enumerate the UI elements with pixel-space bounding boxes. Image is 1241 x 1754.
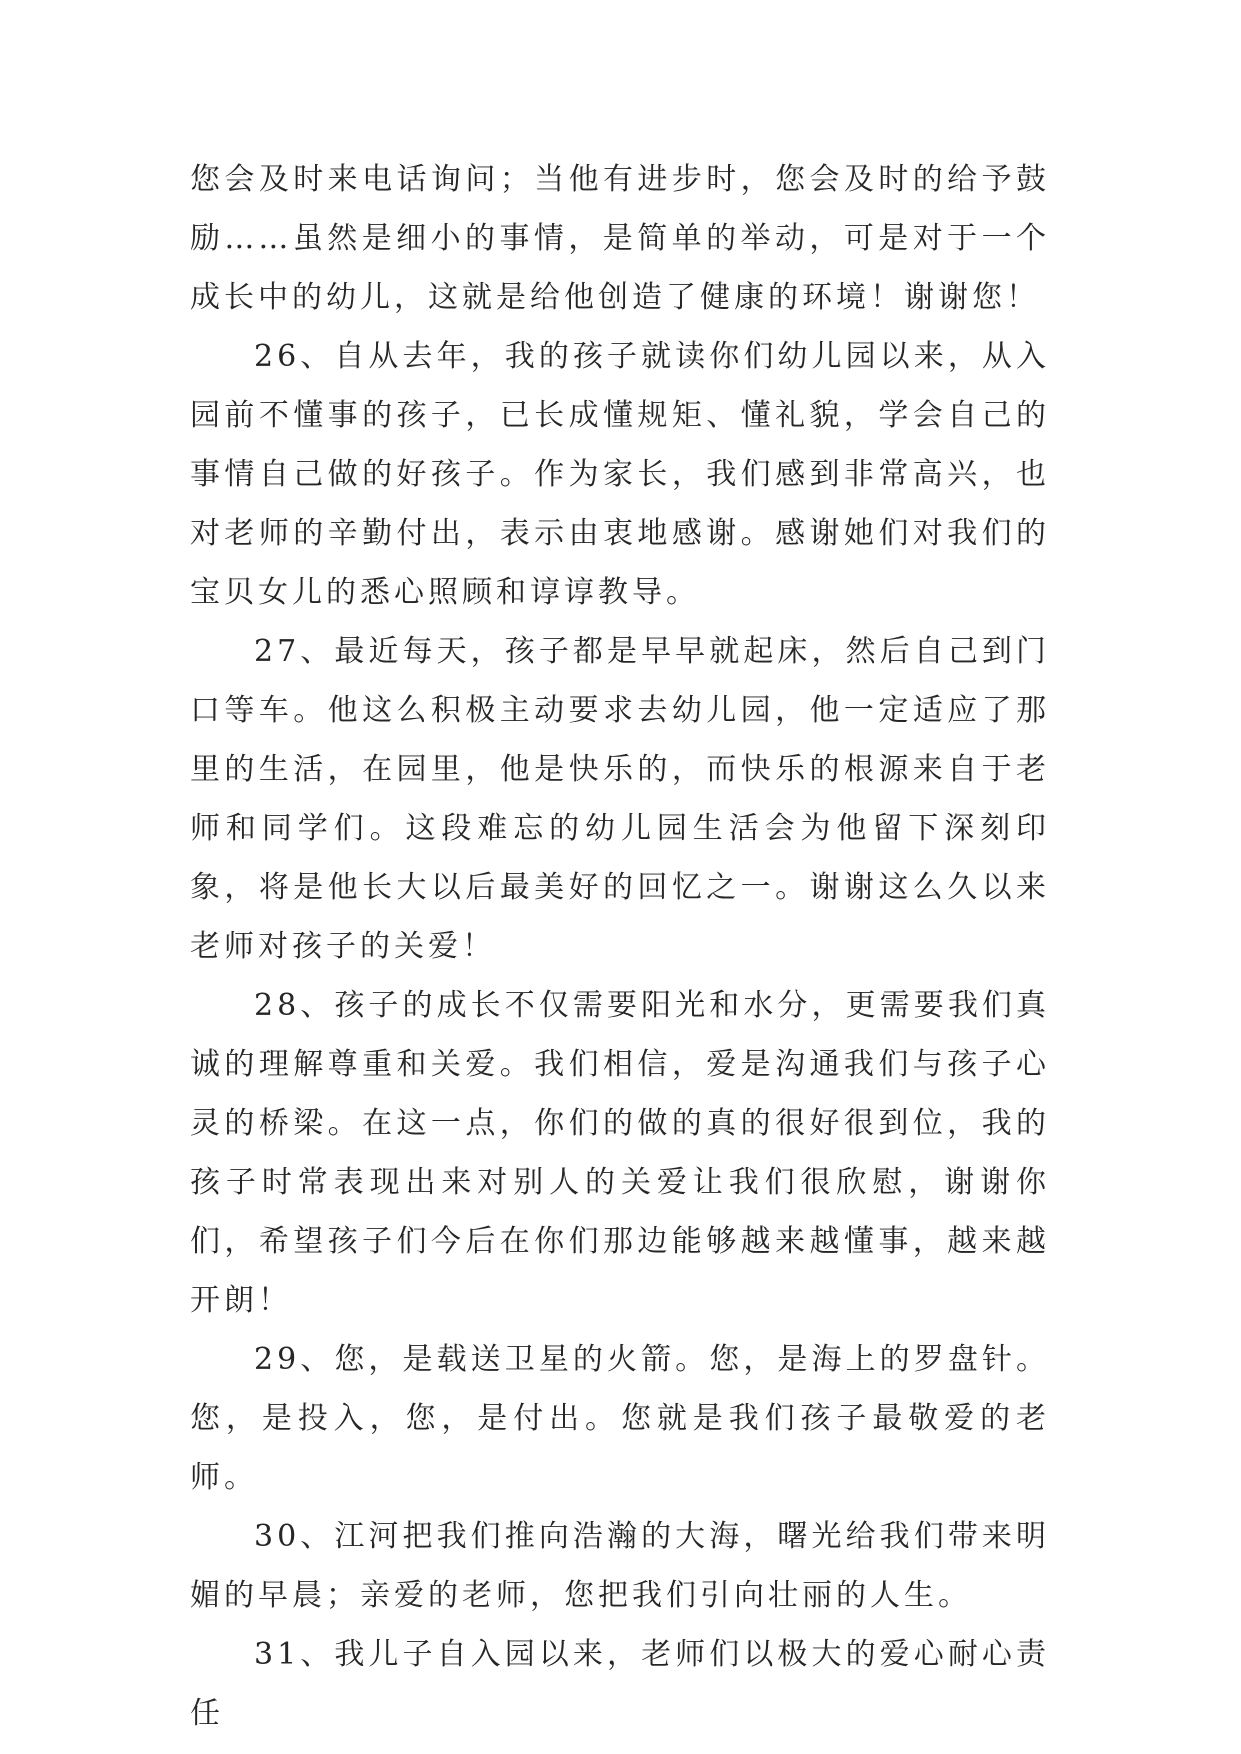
- paragraph-27: 27、最近每天，孩子都是早早就起床，然后自己到门口等车。他这么积极主动要求去幼儿园，他一定适应了那里的生活，在园里，他是快乐的，而快乐的根源来自于老师和同学们。这段难忘的幼儿园生活会为他留下深刻印象，将是他长大以后最美好的回忆之一。谢谢这么久以来老师对孩子的关爱！: [190, 634, 1050, 964]
- paragraph-29: 29、您，是载送卫星的火箭。您，是海上的罗盘针。您，是投入，您，是付出。您就是我们孩子最敬爱的老师。: [190, 1342, 1050, 1495]
- paragraph-26: 26、自从去年，我的孩子就读你们幼儿园以来，从入园前不懂事的孩子，已长成懂规矩、懂礼貌，学会自己的事情自己做的好孩子。作为家长，我们感到非常高兴，也对老师的辛勤付出，表示由衷地感谢。感谢她们对我们的宝贝女儿的悉心照顾和谆谆教导。: [190, 339, 1050, 610]
- paragraph-continuation: 您会及时来电话询问；当他有进步时，您会及时的给予鼓励……虽然是细小的事情，是简单的举动，可是对于一个成长中的幼儿，这就是给他创造了健康的环境！谢谢您！: [190, 162, 1050, 315]
- paragraph-30: 30、江河把我们推向浩瀚的大海，曙光给我们带来明媚的早晨；亲爱的老师，您把我们引向壮丽的人生。: [190, 1519, 1050, 1613]
- paragraph-28: 28、孩子的成长不仅需要阳光和水分，更需要我们真诚的理解尊重和关爱。我们相信，爱是沟通我们与孩子心灵的桥梁。在这一点，你们的做的真的很好很到位，我的孩子时常表现出来对别人的关爱让我们很欣慰，谢谢你们，希望孩子们今后在你们那边能够越来越懂事，越来越开朗！: [190, 988, 1050, 1318]
- paragraph-31: 31、我儿子自入园以来，老师们以极大的爱心耐心责任: [190, 1637, 1050, 1731]
- document-body: [190, 150, 1050, 1743]
